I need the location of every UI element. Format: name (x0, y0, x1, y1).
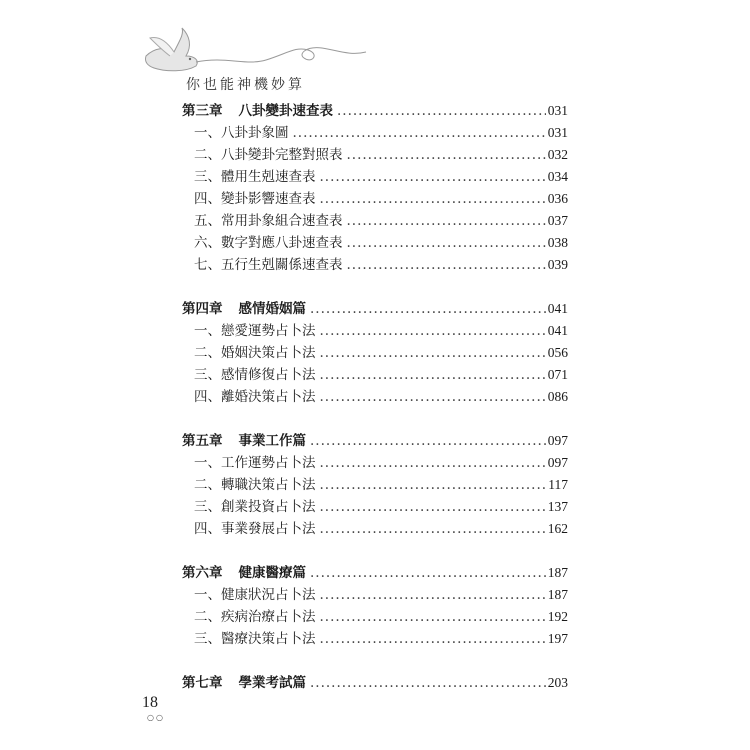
toc-item-label: 四、事業發展占卜法 (194, 521, 316, 537)
toc-item-row[interactable] (182, 166, 568, 188)
toc-section (182, 298, 568, 408)
chapter-heading (182, 298, 306, 320)
chapter-number: 第七章 (182, 675, 223, 691)
dot-leader (320, 166, 546, 188)
toc-item-page: 187 (547, 587, 568, 602)
chapter-heading (182, 430, 306, 452)
chapter-heading (182, 672, 306, 694)
dot-leader (320, 320, 546, 342)
table-of-contents (182, 100, 568, 716)
dot-leader (293, 122, 546, 144)
toc-item-page: 137 (547, 499, 568, 514)
chapter-number: 第六章 (182, 565, 223, 581)
chapter-page: 203 (547, 675, 568, 690)
chapter-number: 第三章 (182, 103, 223, 119)
toc-item-label: 四、離婚決策占卜法 (194, 389, 316, 405)
toc-item-page: 034 (547, 169, 568, 184)
toc-item-row[interactable] (182, 584, 568, 606)
toc-item-page: 192 (547, 609, 568, 624)
dot-leader (320, 496, 546, 518)
dot-leader (337, 100, 546, 122)
toc-item-row[interactable] (182, 452, 568, 474)
chapter-title: 健康醫療篇 (238, 565, 306, 581)
toc-item-page: 041 (547, 323, 568, 338)
toc-item-row[interactable] (182, 320, 568, 342)
dot-leader (320, 342, 546, 364)
toc-section (182, 430, 568, 540)
toc-section (182, 100, 568, 276)
toc-item-row[interactable] (182, 232, 568, 254)
dot-leader (320, 474, 547, 496)
toc-item-row[interactable] (182, 518, 568, 540)
toc-item-row[interactable] (182, 386, 568, 408)
toc-item-label: 一、工作運勢占卜法 (194, 455, 316, 471)
toc-chapter-row[interactable] (182, 562, 568, 584)
toc-item-label: 三、感情修復占卜法 (194, 367, 316, 383)
chapter-number: 第四章 (182, 301, 223, 317)
dot-leader (310, 672, 546, 694)
chapter-page: 187 (547, 565, 568, 580)
chapter-number: 第五章 (182, 433, 223, 449)
dot-leader (347, 144, 546, 166)
dot-leader (310, 298, 546, 320)
toc-item-page: 038 (547, 235, 568, 250)
toc-item-label: 二、轉職決策占卜法 (194, 477, 316, 493)
toc-item-page: 197 (547, 631, 568, 646)
toc-item-row[interactable] (182, 342, 568, 364)
toc-item-row[interactable] (182, 606, 568, 628)
toc-item-row[interactable] (182, 144, 568, 166)
toc-item-page: 071 (547, 367, 568, 382)
toc-chapter-row[interactable] (182, 430, 568, 452)
page-number: 18 (142, 694, 158, 711)
toc-item-label: 二、婚姻決策占卜法 (194, 345, 316, 361)
dot-leader (320, 628, 546, 650)
toc-item-page: 032 (547, 147, 568, 162)
toc-item-label: 一、健康狀況占卜法 (194, 587, 316, 603)
toc-chapter-row[interactable] (182, 298, 568, 320)
chapter-title: 感情婚姻篇 (238, 301, 306, 317)
chapter-title: 事業工作篇 (238, 433, 306, 449)
dot-leader (320, 188, 546, 210)
toc-section (182, 562, 568, 650)
dot-leader (320, 584, 546, 606)
toc-item-label: 三、創業投資占卜法 (194, 499, 316, 515)
toc-item-row[interactable] (182, 364, 568, 386)
toc-item-label: 一、八卦卦象圖 (194, 125, 289, 141)
toc-item-label: 六、數字對應八卦速查表 (194, 235, 343, 251)
toc-item-label: 三、醫療決策占卜法 (194, 631, 316, 647)
toc-item-page: 117 (548, 477, 568, 492)
toc-section (182, 672, 568, 694)
dot-leader (320, 452, 546, 474)
dot-leader (320, 364, 546, 386)
dot-leader (320, 386, 546, 408)
toc-item-row[interactable] (182, 188, 568, 210)
toc-item-page: 162 (547, 521, 568, 536)
toc-item-row[interactable] (182, 474, 568, 496)
toc-item-row[interactable] (182, 628, 568, 650)
chapter-heading (182, 562, 306, 584)
toc-item-label: 七、五行生剋關係速查表 (194, 257, 343, 273)
toc-item-page: 039 (547, 257, 568, 272)
dot-leader (310, 562, 546, 584)
toc-item-label: 二、疾病治療占卜法 (194, 609, 316, 625)
chapter-page: 097 (547, 433, 568, 448)
toc-item-label: 四、變卦影響速查表 (194, 191, 316, 207)
toc-item-row[interactable] (182, 496, 568, 518)
toc-item-row[interactable] (182, 210, 568, 232)
toc-item-label: 二、八卦變卦完整對照表 (194, 147, 343, 163)
dot-leader (347, 254, 546, 276)
toc-item-page: 037 (547, 213, 568, 228)
dot-leader (347, 210, 546, 232)
running-header-title: 你也能神機妙算 (186, 77, 305, 93)
dot-leader (320, 606, 546, 628)
running-header (136, 26, 396, 93)
toc-item-label: 一、戀愛運勢占卜法 (194, 323, 316, 339)
toc-item-page: 031 (547, 125, 568, 140)
toc-item-row[interactable] (182, 122, 568, 144)
toc-item-page: 036 (547, 191, 568, 206)
chapter-title: 學業考試篇 (238, 675, 306, 691)
chapter-title: 八卦變卦速查表 (238, 103, 333, 119)
toc-item-label: 三、體用生剋速查表 (194, 169, 316, 185)
chapter-page: 041 (547, 301, 568, 316)
dot-leader (320, 518, 546, 540)
toc-item-page: 097 (547, 455, 568, 470)
dot-leader (347, 232, 546, 254)
page-ornament: ○○ (147, 713, 165, 722)
toc-item-label: 五、常用卦象組合速查表 (194, 213, 343, 229)
toc-chapter-row[interactable] (182, 672, 568, 694)
toc-chapter-row[interactable] (182, 100, 568, 122)
toc-item-page: 056 (547, 345, 568, 360)
chapter-page: 031 (547, 103, 568, 118)
toc-item-row[interactable] (182, 254, 568, 276)
toc-item-page: 086 (547, 389, 568, 404)
chapter-heading (182, 100, 333, 122)
dot-leader (310, 430, 546, 452)
